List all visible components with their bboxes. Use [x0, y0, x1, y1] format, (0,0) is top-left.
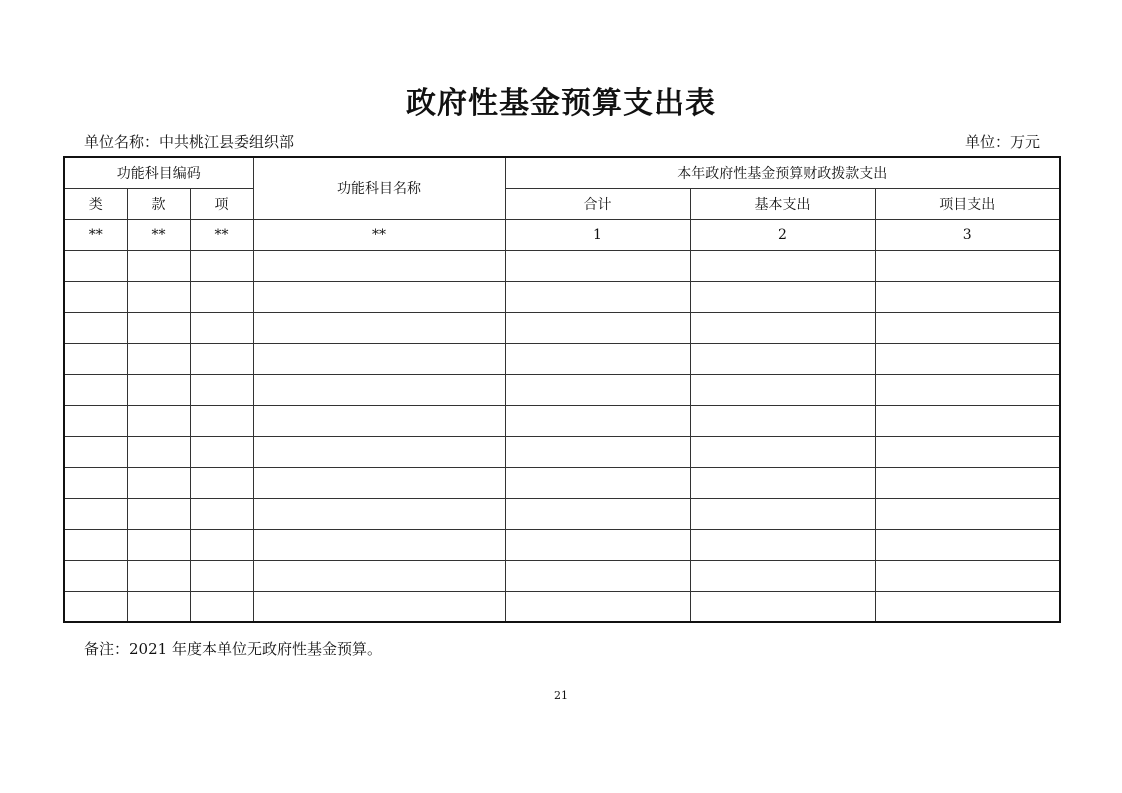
budget-table	[63, 156, 1061, 623]
table-cell	[127, 405, 190, 436]
table-cell	[505, 498, 690, 529]
table-cell	[875, 374, 1060, 405]
table-cell	[64, 343, 127, 374]
unit-measure-label: 单位：万元	[964, 133, 1040, 151]
index-cell: 1	[505, 219, 690, 250]
index-cell: **	[64, 219, 127, 250]
table-cell	[64, 312, 127, 343]
table-cell	[875, 498, 1060, 529]
table-row	[64, 405, 1060, 436]
table-cell	[505, 436, 690, 467]
table-row	[64, 591, 1060, 622]
header-section: 款	[127, 188, 190, 219]
table-cell	[127, 312, 190, 343]
table-cell	[64, 374, 127, 405]
table-cell	[127, 467, 190, 498]
table-cell	[190, 591, 253, 622]
table-row	[64, 312, 1060, 343]
table-cell	[253, 436, 505, 467]
table-cell	[190, 498, 253, 529]
index-row	[64, 219, 1060, 250]
table-cell	[875, 436, 1060, 467]
header-row-1	[64, 157, 1060, 188]
table-cell	[690, 405, 875, 436]
table-cell	[505, 405, 690, 436]
table-row	[64, 467, 1060, 498]
header-row-2	[64, 188, 1060, 219]
table-cell	[64, 560, 127, 591]
table-cell	[253, 467, 505, 498]
table-cell	[127, 498, 190, 529]
table-cell	[875, 467, 1060, 498]
table-cell	[690, 560, 875, 591]
table-cell	[127, 591, 190, 622]
table-cell	[190, 312, 253, 343]
table-cell	[127, 529, 190, 560]
table-cell	[64, 498, 127, 529]
table-cell	[690, 591, 875, 622]
table-cell	[875, 343, 1060, 374]
table-cell	[690, 498, 875, 529]
table-cell	[505, 343, 690, 374]
table-cell	[875, 591, 1060, 622]
table-cell	[190, 560, 253, 591]
table-cell	[190, 529, 253, 560]
table-cell	[127, 281, 190, 312]
index-cell: **	[253, 219, 505, 250]
table-cell	[190, 374, 253, 405]
table-cell	[253, 374, 505, 405]
table-cell	[505, 374, 690, 405]
table-cell	[690, 467, 875, 498]
table-cell	[190, 467, 253, 498]
header-subject-name: 功能科目名称	[253, 157, 505, 219]
table-row	[64, 498, 1060, 529]
table-cell	[190, 281, 253, 312]
table-cell	[690, 436, 875, 467]
empty-rows	[64, 250, 1060, 622]
table-cell	[875, 405, 1060, 436]
index-cell: 2	[690, 219, 875, 250]
table-cell	[505, 467, 690, 498]
table-cell	[127, 374, 190, 405]
table-cell	[127, 250, 190, 281]
table-cell	[190, 250, 253, 281]
index-cell: **	[127, 219, 190, 250]
table-cell	[253, 250, 505, 281]
table-cell	[64, 467, 127, 498]
header-basic: 基本支出	[690, 188, 875, 219]
table-row	[64, 374, 1060, 405]
table-cell	[253, 343, 505, 374]
table-cell	[505, 281, 690, 312]
table-cell	[505, 591, 690, 622]
header-class: 类	[64, 188, 127, 219]
table-cell	[253, 591, 505, 622]
table-cell	[875, 560, 1060, 591]
table-cell	[505, 560, 690, 591]
table-cell	[253, 529, 505, 560]
table-cell	[505, 250, 690, 281]
table-cell	[505, 529, 690, 560]
table-cell	[253, 312, 505, 343]
table-cell	[190, 405, 253, 436]
table-cell	[127, 436, 190, 467]
table-cell	[690, 281, 875, 312]
table-cell	[64, 405, 127, 436]
table-cell	[64, 591, 127, 622]
footnote: 备注：2021 年度本单位无政府性基金预算。	[84, 640, 382, 658]
table-cell	[190, 436, 253, 467]
table-cell	[253, 281, 505, 312]
header-item: 项	[190, 188, 253, 219]
header-total: 合计	[505, 188, 690, 219]
table-cell	[690, 343, 875, 374]
table-cell	[690, 312, 875, 343]
table-cell	[127, 343, 190, 374]
table-cell	[875, 529, 1060, 560]
table-cell	[253, 498, 505, 529]
table-row	[64, 529, 1060, 560]
table-cell	[64, 281, 127, 312]
table-cell	[875, 281, 1060, 312]
table-row	[64, 281, 1060, 312]
table-cell	[690, 374, 875, 405]
table-cell	[505, 312, 690, 343]
page-number: 21	[554, 689, 568, 702]
table-row	[64, 250, 1060, 281]
table-cell	[875, 312, 1060, 343]
table-cell	[190, 343, 253, 374]
unit-name-label: 单位名称：中共桃江县委组织部	[84, 133, 295, 151]
page-title: 政府性基金预算支出表	[406, 86, 716, 121]
header-project: 项目支出	[875, 188, 1060, 219]
table-row	[64, 560, 1060, 591]
table-row	[64, 343, 1060, 374]
index-cell: 3	[875, 219, 1060, 250]
table-cell	[64, 436, 127, 467]
table-cell	[64, 250, 127, 281]
table-cell	[127, 560, 190, 591]
header-expense-group: 本年政府性基金预算财政拨款支出	[505, 157, 1060, 188]
table-cell	[875, 250, 1060, 281]
table-cell	[690, 529, 875, 560]
index-cell: **	[190, 219, 253, 250]
table-cell	[253, 560, 505, 591]
table-cell	[690, 250, 875, 281]
table-row	[64, 436, 1060, 467]
header-code-group: 功能科目编码	[64, 157, 253, 188]
table-cell	[64, 529, 127, 560]
table-cell	[253, 405, 505, 436]
